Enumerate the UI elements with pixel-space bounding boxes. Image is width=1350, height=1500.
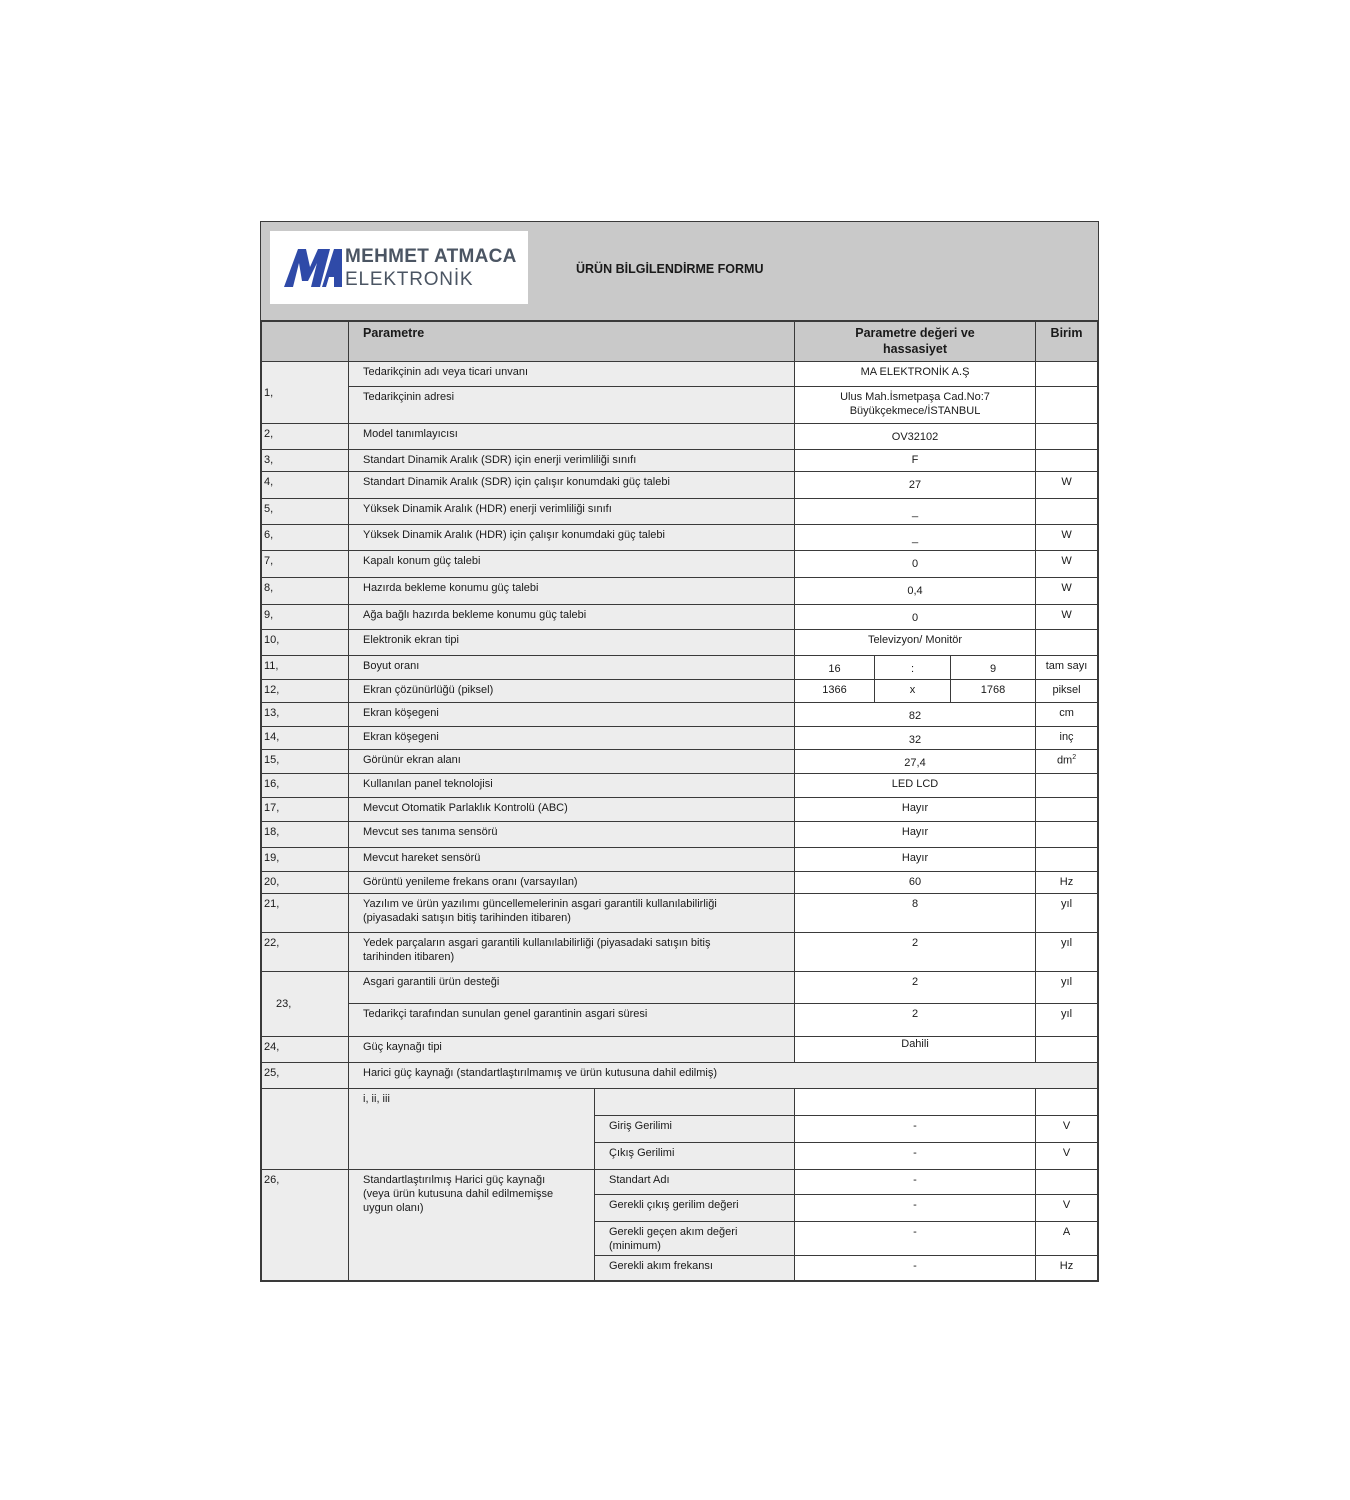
row-number: 9, [262, 605, 349, 630]
row-number: 2, [262, 424, 349, 450]
aspect-separator: : [875, 656, 951, 680]
row-unit: yıl [1036, 1003, 1098, 1036]
row-value: 27,4 [795, 750, 1036, 773]
row-number: 17, [262, 797, 349, 821]
row-number: 23, [262, 971, 349, 1036]
row-number: 18, [262, 821, 349, 847]
row-value: 0 [795, 605, 1036, 630]
product-information-form [260, 221, 1099, 1282]
row-value: - [795, 1221, 1036, 1256]
ma-logo-icon [284, 249, 342, 287]
table-row [262, 656, 1098, 680]
table-row [262, 525, 1098, 551]
header-num-cell [262, 322, 349, 362]
row-number: 6, [262, 525, 349, 551]
row-label: Ekran köşegeni [349, 703, 795, 727]
row-label: Ekran çözünürlüğü (piksel) [349, 680, 795, 703]
table-row [262, 605, 1098, 630]
table-row [262, 424, 1098, 450]
row-value: - [795, 1142, 1036, 1169]
address-line1: Ulus Mah.İsmetpaşa Cad.No:7 [840, 391, 990, 403]
table-row [262, 362, 1098, 387]
row-label: Güç kaynağı tipi [349, 1036, 795, 1062]
row-value: F [795, 450, 1036, 472]
row-label: i, ii, iii [349, 1088, 595, 1169]
row-number: 21, [262, 893, 349, 932]
row-number: 16, [262, 773, 349, 797]
table-row [262, 1169, 1098, 1194]
row-number: 13, [262, 703, 349, 727]
row-number: 11, [262, 656, 349, 680]
row-number: 7, [262, 551, 349, 578]
row-value: 2 [795, 1003, 1036, 1036]
row-unit: A [1036, 1221, 1098, 1256]
row-value: Hayır [795, 797, 1036, 821]
aspect-width: 16 [795, 656, 875, 680]
table-row [262, 871, 1098, 893]
row-number: 8, [262, 578, 349, 605]
row-unit: cm [1036, 703, 1098, 727]
row-label: Görünür ekran alanı [349, 750, 795, 773]
sub-label: Standart Adı [595, 1169, 795, 1194]
row-label: Yedek parçaların asgari garantili kullanılabilirliği (piyasadaki satışın bitiş [363, 936, 711, 949]
row-label-cont: tarihinden itibaren) [363, 950, 455, 963]
resolution-separator: x [875, 680, 951, 703]
sub-label-cont: (minimum) [609, 1239, 661, 1252]
table-row [262, 1088, 1098, 1115]
form-header [261, 222, 1098, 321]
row-label-cont: (piyasadaki satışın bitiş tarihinden itibaren) [363, 911, 571, 924]
row-label: Yüksek Dinamik Aralık (HDR) enerji verimliliği sınıfı [349, 499, 795, 525]
row-unit: W [1036, 551, 1098, 578]
table-row [262, 893, 1098, 932]
row-value: - [795, 1194, 1036, 1221]
header-param: Parametre [349, 322, 795, 362]
form-title: ÜRÜN BİLGİLENDİRME FORMU [576, 262, 764, 276]
row-value: _ [795, 525, 1036, 551]
row-label: Model tanımlayıcısı [349, 424, 795, 450]
table-header-row [262, 322, 1098, 362]
row-number: 20, [262, 871, 349, 893]
row-label: Görüntü yenileme frekans oranı (varsayılan) [349, 871, 795, 893]
table-row [262, 499, 1098, 525]
row-label: Mevcut ses tanıma sensörü [349, 821, 795, 847]
row-value: 2 [795, 932, 1036, 971]
row-number: 3, [262, 450, 349, 472]
row-value: 2 [795, 971, 1036, 1003]
row-label-cont: uygun olanı) [363, 1202, 424, 1215]
row-label: Mevcut Otomatik Parlaklık Kontrolü (ABC) [349, 797, 795, 821]
row-label-cont: (veya ürün kutusuna dahil edilmemişse [363, 1187, 554, 1200]
header-value-line2: hassasiyet [883, 342, 947, 357]
row-value: Hayır [795, 847, 1036, 871]
row-label: Standartlaştırılmış Harici güç kaynağı [363, 1173, 546, 1186]
row-number: 5, [262, 499, 349, 525]
row-value: _ [795, 499, 1036, 525]
row-label: Ağa bağlı hazırda bekleme konumu güç talebi [349, 605, 795, 630]
row-unit: yıl [1036, 932, 1098, 971]
sub-label: Gerekli çıkış gerilim değeri [595, 1194, 795, 1221]
row-value: Dahili [795, 1036, 1036, 1062]
row-unit: Hz [1036, 1256, 1098, 1281]
row-value: OV32102 [795, 424, 1036, 450]
row-unit: yıl [1036, 893, 1098, 932]
table-row [262, 630, 1098, 656]
row-unit: W [1036, 525, 1098, 551]
row-number: 15, [262, 750, 349, 773]
row-label: Standart Dinamik Aralık (SDR) için enerji verimliliği sınıfı [349, 450, 795, 472]
row-value: - [795, 1256, 1036, 1281]
row-number: 19, [262, 847, 349, 871]
row-label: Asgari garantili ürün desteği [349, 971, 795, 1003]
row-unit: inç [1036, 727, 1098, 750]
sub-label: Çıkış Gerilimi [595, 1142, 795, 1169]
row-label: Tedarikçinin adı veya ticari unvanı [349, 362, 795, 387]
row-value: 8 [795, 893, 1036, 932]
table-row [262, 971, 1098, 1003]
header-unit: Birim [1036, 322, 1098, 362]
row-number: 4, [262, 472, 349, 499]
table-row [262, 1036, 1098, 1062]
row-label: Mevcut hareket sensörü [349, 847, 795, 871]
table-row [262, 703, 1098, 727]
row-number: 14, [262, 727, 349, 750]
row-unit: V [1036, 1194, 1098, 1221]
row-value: Hayır [795, 821, 1036, 847]
row-label: Kullanılan panel teknolojisi [349, 773, 795, 797]
table-row [262, 797, 1098, 821]
brand-subtitle: ELEKTRONİK [345, 269, 474, 290]
unit-exponent: 2 [1072, 754, 1077, 762]
row-unit: V [1036, 1142, 1098, 1169]
resolution-height: 1768 [951, 680, 1036, 703]
brand-name: MEHMET ATMACA [345, 246, 517, 267]
aspect-height: 9 [951, 656, 1036, 680]
row-label: Boyut oranı [349, 656, 795, 680]
row-number: 24, [262, 1036, 349, 1062]
header-value-line1: Parametre değeri ve [855, 326, 975, 340]
table-row [262, 387, 1098, 424]
row-value: 60 [795, 871, 1036, 893]
table-row [262, 450, 1098, 472]
sub-label: Gerekli akım frekansı [595, 1256, 795, 1281]
row-unit: piksel [1036, 680, 1098, 703]
row-value: 0 [795, 551, 1036, 578]
row-unit: Hz [1036, 871, 1098, 893]
row-value: 0,4 [795, 578, 1036, 605]
row-value: 27 [795, 472, 1036, 499]
row-number: 12, [262, 680, 349, 703]
row-unit: W [1036, 472, 1098, 499]
table-row [262, 1062, 1098, 1088]
table-row [262, 680, 1098, 703]
table-row [262, 773, 1098, 797]
row-number: 10, [262, 630, 349, 656]
row-label: Hazırda bekleme konumu güç talebi [349, 578, 795, 605]
table-row [262, 727, 1098, 750]
row-unit: W [1036, 578, 1098, 605]
row-number: 26, [262, 1169, 349, 1281]
row-label: Standart Dinamik Aralık (SDR) için çalışır konumdaki güç talebi [349, 472, 795, 499]
row-unit: dm [1056, 754, 1073, 767]
address-line2: Büyükçekmece/İSTANBUL [849, 405, 981, 418]
row-value: Televizyon/ Monitör [795, 630, 1036, 656]
parameter-table [261, 321, 1098, 1281]
row-value: MA ELEKTRONİK A.Ş [795, 362, 1036, 387]
row-label: Elektronik ekran tipi [349, 630, 795, 656]
row-number: 22, [262, 932, 349, 971]
row-label: Tedarikçinin adresi [349, 387, 795, 424]
table-row [262, 750, 1098, 773]
table-row [262, 821, 1098, 847]
row-unit: W [1036, 605, 1098, 630]
row-label: Ekran köşegeni [349, 727, 795, 750]
row-label: Harici güç kaynağı (standartlaştırılmamış ve ürün kutusuna dahil edilmiş) [349, 1062, 1098, 1088]
row-unit: tam sayı [1036, 656, 1098, 680]
table-row [262, 1003, 1098, 1036]
table-row [262, 472, 1098, 499]
row-number: 25, [262, 1062, 349, 1088]
row-value: 82 [795, 703, 1036, 727]
row-label: Yazılım ve ürün yazılımı güncellemelerinin asgari garantili kullanılabilirliği [363, 897, 717, 910]
table-row [262, 847, 1098, 871]
resolution-width: 1366 [795, 680, 875, 703]
row-value: LED LCD [795, 773, 1036, 797]
row-value: 32 [795, 727, 1036, 750]
row-label: Kapalı konum güç talebi [349, 551, 795, 578]
table-row [262, 578, 1098, 605]
row-label: Tedarikçi tarafından sunulan genel garantinin asgari süresi [349, 1003, 795, 1036]
sub-label: Gerekli geçen akım değeri [609, 1225, 738, 1238]
company-logo [270, 231, 528, 304]
sub-label: Giriş Gerilimi [595, 1115, 795, 1142]
row-label: Yüksek Dinamik Aralık (HDR) için çalışır konumdaki güç talebi [349, 525, 795, 551]
row-unit: V [1036, 1115, 1098, 1142]
row-value: - [795, 1115, 1036, 1142]
table-row [262, 932, 1098, 971]
table-row [262, 551, 1098, 578]
row-unit: yıl [1036, 971, 1098, 1003]
row-value: - [795, 1169, 1036, 1194]
row-number: 1, [262, 362, 349, 424]
